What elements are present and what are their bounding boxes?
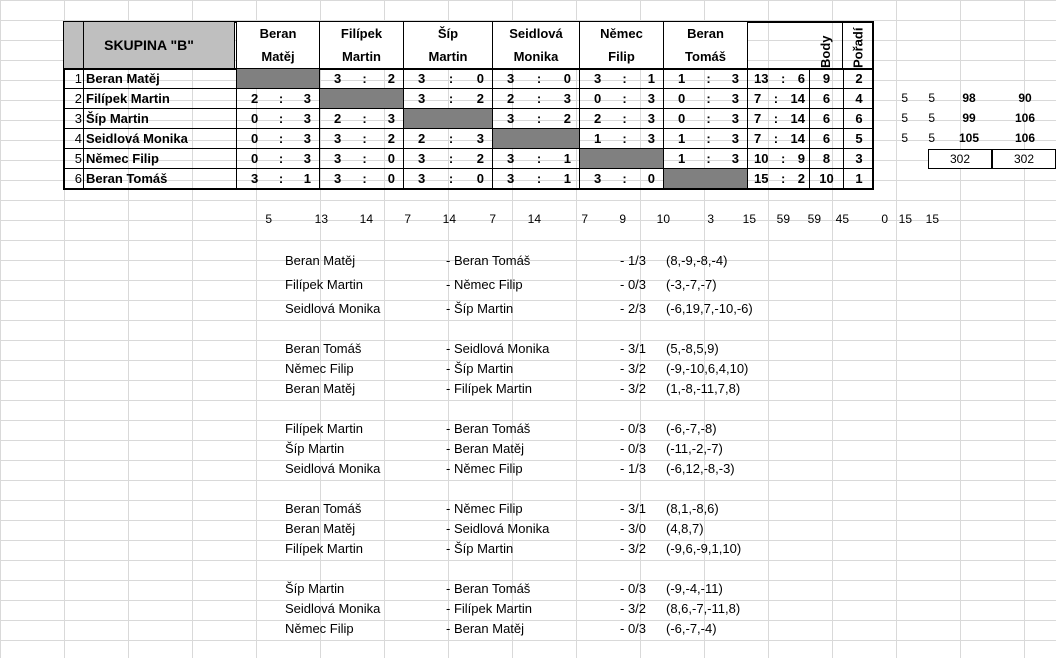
match-sets: (8,1,-8,6) [666,501,719,516]
score-right: 3 [387,111,395,126]
match-sets: (8,-9,-8,-4) [666,253,728,268]
rank-value: 2 [843,69,874,89]
total-value: 0 [881,212,888,226]
sets-separator: : [780,151,786,166]
match-player2: - Šíp Martin [446,541,514,556]
total-value: 45 [835,212,849,226]
score-separator: : [278,91,284,106]
total-value: 15 [898,212,912,226]
score-left: 1 [678,71,686,86]
score-left: 1 [594,131,602,146]
player-name: Seidlová Monika [83,129,236,149]
score-separator: : [536,111,542,126]
sets-total [747,69,809,89]
score-separator: : [278,151,284,166]
score-separator: : [706,91,711,106]
side-value: 5 [928,91,935,105]
side-value: 99 [962,111,976,125]
score-right: 0 [563,71,571,86]
score-right: 2 [476,151,484,166]
sets-total [747,169,809,189]
sets-separator: : [773,111,779,126]
score-right: 3 [303,91,311,106]
match-score [403,129,492,149]
match-score [579,129,663,149]
match-sets: (-9,-4,-11) [666,581,723,596]
score-right: 3 [647,111,655,126]
match-score [579,109,663,129]
match-score [236,149,319,169]
points-value: 6 [809,109,843,129]
match-player1: Seidlová Monika [285,301,381,316]
self-cell [492,129,579,149]
match-score [403,89,492,109]
match-player2: - Beran Matěj [446,621,525,636]
match-player1: Němec Filip [285,621,354,636]
match-result: - 0/3 [620,421,647,436]
match-score [403,149,492,169]
sets-lost: 2 [797,171,805,186]
match-player1: Seidlová Monika [285,461,381,476]
column-header-line1: Beran [687,26,724,41]
match-score [319,109,403,129]
row-number: 2 [64,89,84,109]
score-separator: : [706,131,711,146]
side-value: 5 [901,111,908,125]
score-separator: : [448,71,454,86]
score-separator: : [362,71,367,86]
column-header [492,22,579,68]
match-sets: (4,8,7) [666,521,704,536]
row-number: 6 [64,169,84,189]
score-separator: : [448,171,454,186]
match-result: - 3/1 [620,341,647,356]
sets-won: 15 [754,171,769,186]
score-right: 3 [731,131,739,146]
rank-value: 1 [843,169,874,189]
match-result: - 3/0 [620,521,647,536]
match-result: - 0/3 [620,581,647,596]
score-right: 3 [303,111,311,126]
match-score [492,69,579,89]
score-right: 1 [563,171,571,186]
match-score [236,89,319,109]
match-player1: Šíp Martin [285,441,345,456]
score-right: 2 [387,131,395,146]
sets-won: 7 [754,91,762,106]
column-header [319,22,403,68]
player-name: Filípek Martin [83,89,236,109]
player-name: Němec Filip [83,149,236,169]
row-number: 1 [64,69,84,89]
match-score [579,169,663,189]
score-separator: : [448,151,454,166]
table-divider [872,21,873,189]
match-player1: Filípek Martin [285,421,364,436]
sets-separator: : [780,171,786,186]
sets-total [747,149,809,169]
total-value: 59 [807,212,821,226]
match-score [236,129,319,149]
total-value: 14 [527,212,541,226]
score-left: 3 [334,71,342,86]
match-player2: - Němec Filip [446,277,523,292]
match-score [319,169,403,189]
match-player2: - Beran Matěj [446,441,525,456]
sets-lost: 6 [797,71,805,86]
group-title: SKUPINA "B" [64,22,235,68]
score-separator: : [278,171,284,186]
match-player1: Beran Matěj [285,521,356,536]
sets-separator: : [773,131,779,146]
player-name: Šíp Martin [83,109,236,129]
score-separator: : [362,111,367,126]
side-value: 106 [1014,111,1036,125]
score-right: 3 [731,71,739,86]
score-right: 0 [647,171,655,186]
match-sets: (-3,-7,-7) [666,277,717,292]
column-header-line1: Němec [600,26,643,41]
score-right: 3 [647,91,655,106]
match-player2: - Beran Tomáš [446,581,531,596]
sets-lost: 9 [797,151,805,166]
side-value: 5 [901,91,908,105]
score-right: 2 [387,71,395,86]
score-right: 3 [731,111,739,126]
match-score [319,129,403,149]
match-score [319,149,403,169]
points-value: 8 [809,149,843,169]
score-separator: : [448,131,454,146]
match-sets: (1,-8,-11,7,8) [666,381,741,396]
match-sets: (-11,-2,-7) [666,441,723,456]
score-left: 3 [418,71,426,86]
score-left: 3 [594,71,602,86]
match-score [492,169,579,189]
total-value: 7 [581,212,588,226]
sets-separator: : [780,71,786,86]
score-separator: : [706,71,711,86]
score-separator: : [448,91,454,106]
score-right: 2 [476,91,484,106]
score-separator: : [622,131,627,146]
match-sets: (-6,12,-8,-3) [666,461,735,476]
column-header-line2: Monika [513,49,559,64]
score-left: 3 [507,171,515,186]
score-right: 0 [387,171,395,186]
match-player2: - Šíp Martin [446,361,514,376]
score-left: 2 [334,111,342,126]
match-player1: Beran Matěj [285,381,356,396]
score-left: 3 [334,131,342,146]
score-separator: : [536,151,542,166]
score-right: 1 [647,71,655,86]
score-left: 2 [594,111,602,126]
match-result: - 0/3 [620,441,647,456]
rank-value: 3 [843,149,874,169]
score-left: 1 [678,131,686,146]
score-left: 2 [251,91,259,106]
score-right: 3 [303,151,311,166]
row-number: 5 [64,149,84,169]
match-player1: Filípek Martin [285,541,364,556]
body-header: Body [809,22,843,68]
self-cell [319,89,403,109]
match-score [663,129,747,149]
match-player2: - Němec Filip [446,461,523,476]
score-separator: : [706,151,711,166]
rank-header: Pořadí [843,22,874,68]
score-left: 1 [678,151,686,166]
match-score [492,109,579,129]
column-header-line1: Filípek [340,26,383,41]
score-right: 3 [563,91,571,106]
score-left: 3 [334,151,342,166]
total-value: 59 [776,212,790,226]
score-left: 0 [594,91,602,106]
score-left: 3 [251,171,259,186]
score-left: 2 [507,91,515,106]
match-player2: - Beran Tomáš [446,421,531,436]
total-value: 10 [656,212,670,226]
match-score [663,69,747,89]
match-player2: - Němec Filip [446,501,523,516]
score-left: 3 [507,151,515,166]
column-header [236,22,319,68]
match-score [236,109,319,129]
table-divider [83,21,84,189]
match-player2: - Šíp Martin [446,301,514,316]
sets-won: 13 [754,71,769,86]
score-separator: : [622,71,627,86]
match-result: - 0/3 [620,277,647,292]
match-sets: (5,-8,5,9) [666,341,719,356]
total-value: 7 [404,212,411,226]
total-value: 13 [314,212,328,226]
sets-total [747,89,809,109]
points-value: 9 [809,69,843,89]
sets-won: 7 [754,111,762,126]
match-score [579,69,663,89]
sets-separator: : [773,91,779,106]
player-name: Beran Matěj [83,69,236,89]
score-left: 3 [507,71,515,86]
match-player2: - Seidlová Monika [446,521,550,536]
score-left: 3 [418,91,426,106]
total-value: 15 [925,212,939,226]
match-result: - 3/2 [620,381,647,396]
score-right: 3 [731,91,739,106]
match-sets: (-6,-7,-8) [666,421,717,436]
match-player1: Beran Matěj [285,253,356,268]
side-value: 98 [962,91,976,105]
column-header [663,22,747,68]
player-name: Beran Tomáš [83,169,236,189]
rank-value: 4 [843,89,874,109]
side-value: 5 [901,131,908,145]
total-value: 14 [442,212,456,226]
score-separator: : [622,111,627,126]
score-right: 1 [563,151,571,166]
score-left: 3 [334,171,342,186]
match-result: - 3/2 [620,601,647,616]
match-score [403,169,492,189]
score-right: 1 [303,171,311,186]
score-left: 3 [418,171,426,186]
self-cell [663,169,747,189]
score-separator: : [622,91,627,106]
column-header-line2: Matěj [261,49,295,64]
match-player2: - Seidlová Monika [446,341,550,356]
self-cell [236,69,319,89]
column-header-line2: Martin [428,49,468,64]
sets-lost: 14 [790,131,805,146]
score-separator: : [536,91,542,106]
total-value: 15 [742,212,756,226]
score-right: 3 [647,131,655,146]
score-left: 3 [594,171,602,186]
total-value: 5 [265,212,272,226]
score-left: 0 [251,131,259,146]
match-player1: Beran Tomáš [285,341,362,356]
score-right: 3 [476,131,484,146]
match-score [663,89,747,109]
side-total-box: 302 [992,149,1056,169]
match-result: - 1/3 [620,253,647,268]
match-result: - 3/1 [620,501,647,516]
column-header-line1: Seidlová [509,26,563,41]
score-separator: : [362,151,367,166]
points-value: 6 [809,129,843,149]
row-number: 4 [64,129,84,149]
sets-lost: 14 [790,91,805,106]
sets-header [747,22,809,68]
match-player1: Filípek Martin [285,277,364,292]
score-left: 3 [507,111,515,126]
points-value: 10 [809,169,843,189]
score-right: 3 [303,131,311,146]
score-right: 3 [731,151,739,166]
match-sets: (8,6,-7,-11,8) [666,601,741,616]
score-separator: : [536,71,542,86]
score-right: 0 [476,71,484,86]
score-separator: : [278,111,284,126]
match-player2: - Beran Tomáš [446,253,531,268]
side-value: 5 [928,131,935,145]
side-value: 105 [958,131,980,145]
match-score [492,149,579,169]
total-value: 9 [619,212,626,226]
column-header-line2: Tomáš [685,49,726,64]
score-separator: : [278,131,284,146]
match-score [403,69,492,89]
side-value: 106 [1014,131,1036,145]
score-left: 3 [418,151,426,166]
column-header [403,22,492,68]
self-cell [403,109,492,129]
match-result: - 3/2 [620,361,647,376]
sets-total [747,109,809,129]
match-player1: Seidlová Monika [285,601,381,616]
match-result: - 0/3 [620,621,647,636]
column-header-line1: Šíp [437,26,459,41]
match-sets: (-9,6,-9,1,10) [666,541,742,556]
score-left: 0 [678,91,686,106]
table-divider [236,21,237,189]
sets-total [747,129,809,149]
score-separator: : [622,171,627,186]
points-value: 6 [809,89,843,109]
match-player2: - Filípek Martin [446,601,532,616]
match-sets: (-6,-7,-4) [666,621,717,636]
side-total-box: 302 [928,149,992,169]
match-sets: (-9,-10,6,4,10) [666,361,749,376]
score-separator: : [362,131,367,146]
match-score [236,169,319,189]
score-left: 2 [418,131,426,146]
match-player1: Beran Tomáš [285,501,362,516]
rank-value: 6 [843,109,874,129]
column-header-line2: Martin [342,49,381,64]
match-score [492,89,579,109]
match-result: - 3/2 [620,541,647,556]
score-right: 0 [387,151,395,166]
total-value: 3 [707,212,714,226]
match-score [663,149,747,169]
match-player1: Němec Filip [285,361,354,376]
match-result: - 1/3 [620,461,647,476]
column-header [579,22,663,68]
side-value: 90 [1018,91,1032,105]
match-sets: (-6,19,7,-10,-6) [666,301,753,316]
match-score [663,109,747,129]
score-right: 0 [476,171,484,186]
total-value: 14 [359,212,373,226]
score-right: 2 [563,111,571,126]
row-number: 3 [64,109,84,129]
self-cell [579,149,663,169]
sets-won: 7 [754,131,762,146]
score-left: 0 [678,111,686,126]
side-value: 5 [928,111,935,125]
match-score [319,69,403,89]
score-separator: : [536,171,542,186]
match-player1: Šíp Martin [285,581,345,596]
score-separator: : [362,171,367,186]
score-separator: : [706,111,711,126]
total-value: 7 [489,212,496,226]
match-result: - 2/3 [620,301,647,316]
match-score [579,89,663,109]
rank-value: 5 [843,129,874,149]
score-left: 0 [251,151,259,166]
sets-lost: 14 [790,111,805,126]
column-header-line1: Beran [259,26,297,41]
match-player2: - Filípek Martin [446,381,532,396]
score-left: 0 [251,111,259,126]
sets-won: 10 [754,151,769,166]
column-header-line2: Filip [608,49,635,64]
